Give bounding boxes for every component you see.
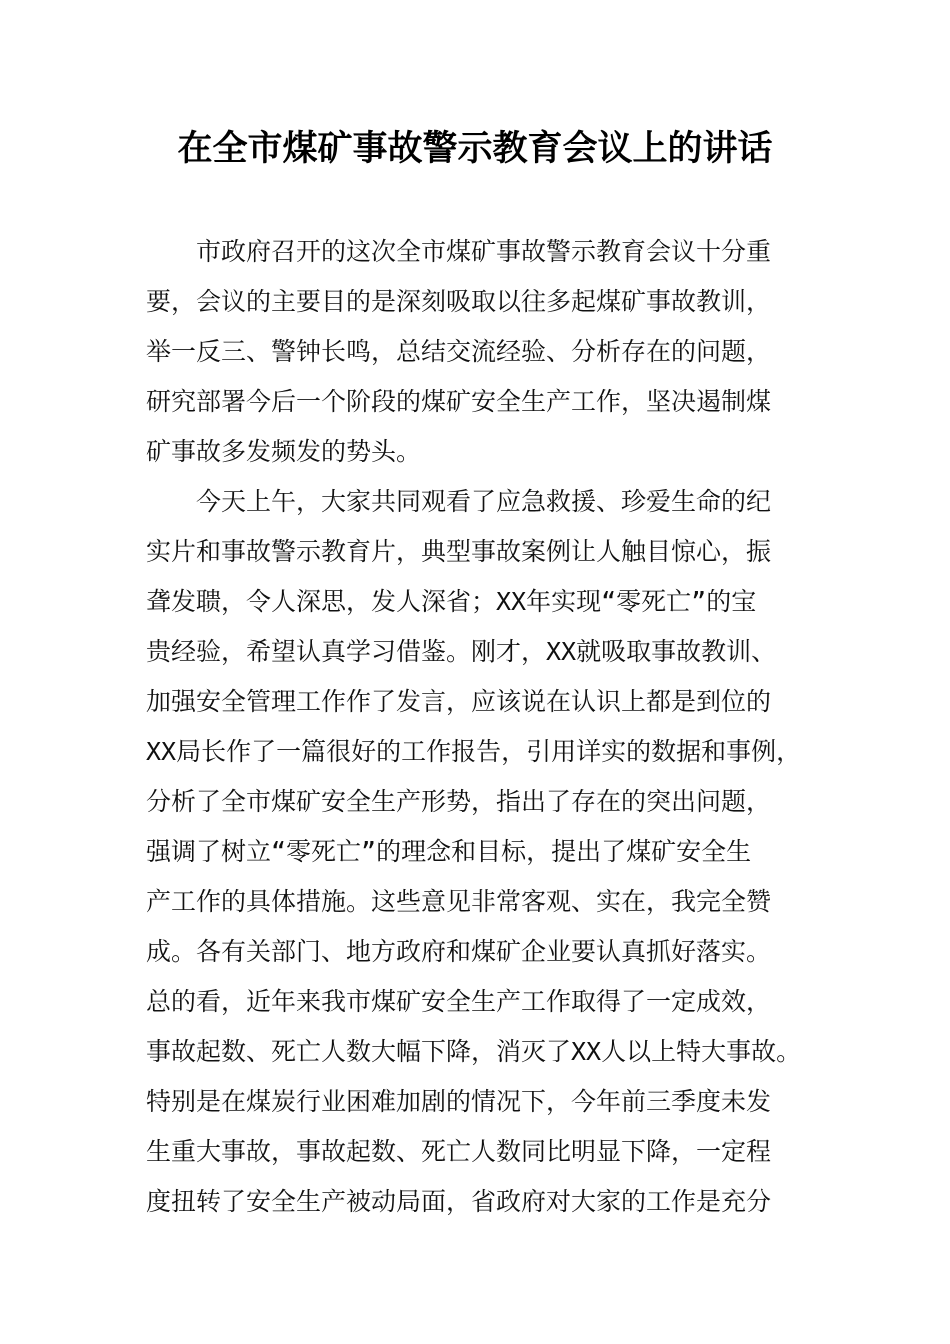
text-line: 度扭转了安全生产被动局面，省政府对大家的工作是充分 <box>146 1187 772 1216</box>
text-line: 成。各有关部门、地方政府和煤矿企业要认真抓好落实。 <box>146 937 772 966</box>
text-line: 产工作的具体措施。这些意见非常客观、实在，我完全赞 <box>146 887 772 916</box>
text-line: 今天上午，大家共同观看了应急救援、珍爱生命的纪 <box>196 487 772 516</box>
text-line: 举一反三、警钟长鸣，总结交流经验、分析存在的问题， <box>146 337 772 366</box>
text-line: 事故起数、死亡人数大幅下降，消灭了XX人以上特大事故。 <box>146 1037 802 1066</box>
text-line: 研究部署今后一个阶段的煤矿安全生产工作，坚决遏制煤 <box>146 387 772 416</box>
text-line: 贵经验，希望认真学习借鉴。刚才，XX就吸取事故教训、 <box>146 637 777 666</box>
text-line: 总的看，近年来我市煤矿安全生产工作取得了一定成效， <box>146 987 772 1016</box>
text-line: 市政府召开的这次全市煤矿事故警示教育会议十分重 <box>196 237 772 266</box>
text-line: 生重大事故，事故起数、死亡人数同比明显下降，一定程 <box>146 1137 772 1166</box>
document-title: 在全市煤矿事故警示教育会议上的讲话 <box>177 128 773 169</box>
text-line: 实片和事故警示教育片，典型事故案例让人触目惊心，振 <box>146 537 772 566</box>
text-line: 聋发聩，令人深思，发人深省；XX年实现“零死亡”的宝 <box>146 587 757 616</box>
text-line: 矿事故多发频发的势头。 <box>146 437 422 466</box>
text-line: XX局长作了一篇很好的工作报告，引用详实的数据和事例， <box>146 737 802 766</box>
text-line: 分析了全市煤矿安全生产形势，指出了存在的突出问题， <box>146 787 772 816</box>
text-line: 特别是在煤炭行业困难加剧的情况下，今年前三季度未发 <box>146 1087 772 1116</box>
text-line: 强调了树立“零死亡”的理念和目标，提出了煤矿安全生 <box>146 837 752 866</box>
text-line: 加强安全管理工作作了发言，应该说在认识上都是到位的 <box>146 687 772 716</box>
text-line: 要，会议的主要目的是深刻吸取以往多起煤矿事故教训， <box>146 287 772 316</box>
